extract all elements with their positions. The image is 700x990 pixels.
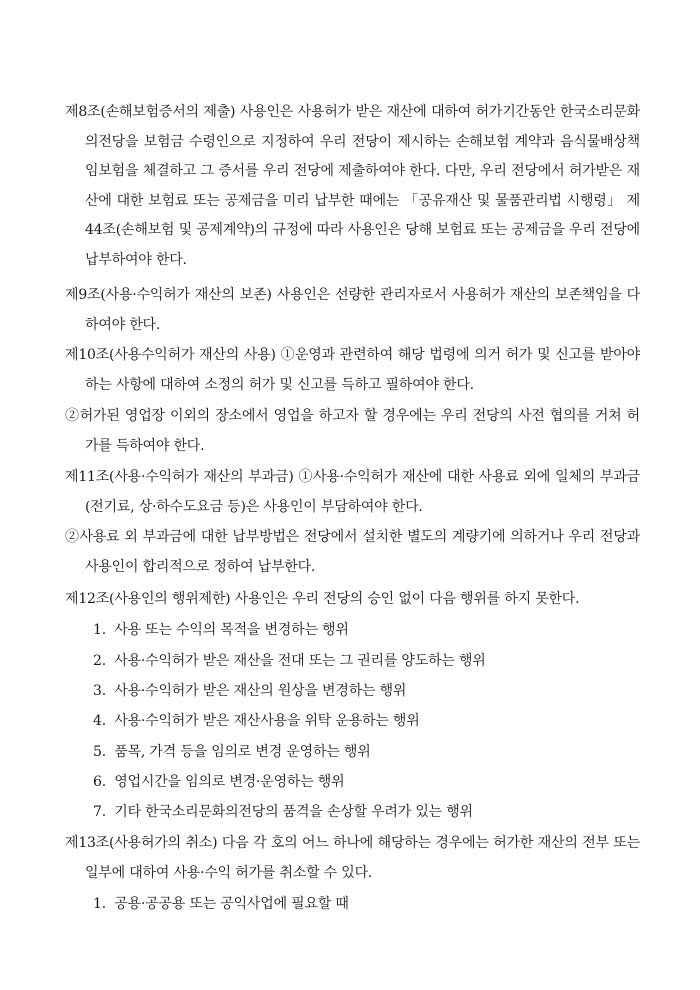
article-12-item <box>93 738 633 768</box>
article-12-item <box>93 798 633 828</box>
article-8: 제8조(손해보험증서의 제출) 사용인은 사용허가 받은 재산에 대하여 허가기간동안 한국소리문화의전당을 보험금 수령인으로 지정하여 우리 전당이 제시하는 손해보험 계약과 음식물배상책임보험을 체결하고 그 증서를 우리 전당에 제출하여야 한다. 다만, 우리 전당에서 허가받은 재산에 대한 보험료 또는 공제금을 미리 납부한 때에는 「공유재산 및 물품관리법 시행령」 제44조(손해보험 및 공제계약)의 규정에 따라 사용인은 당해 보험료 또는 공제금을 우리 전당에 납부하여야 한다. <box>65 104 640 268</box>
item-text: 품목, 가격 등을 임의로 변경 운영하는 행위 <box>114 744 371 760</box>
article-9: 제9조(사용·수익허가 재산의 보존) 사용인은 선량한 관리자로서 사용허가 재산의 보존책임을 다하여야 한다. <box>65 287 640 333</box>
item-text: 기타 한국소리문화의전당의 품격을 손상할 우려가 있는 행위 <box>114 804 473 820</box>
article-11-para-1: 제11조(사용·수익허가 재산의 부과금) ①사용·수익허가 재산에 대한 사용료 외에 일체의 부과금(전기료, 상·하수도요금 등)은 사용인이 부담하여야 한다. <box>65 469 640 515</box>
article-10-para-2: ②허가된 영업장 이외의 장소에서 영업을 하고자 할 경우에는 우리 전당의 사전 협의를 거쳐 허가를 득하여야 한다. <box>65 408 640 454</box>
item-number: 2. <box>93 653 106 669</box>
article-12-item <box>93 707 633 737</box>
article-13: 제13조(사용허가의 취소) 다음 각 호의 어느 하나에 해당하는 경우에는 허가한 재산의 전부 또는 일부에 대하여 사용·수익 허가를 취소할 수 있다. <box>65 835 640 881</box>
item-text: 사용·수익허가 받은 재산사용을 위탁 운용하는 행위 <box>114 713 420 729</box>
article-12-item <box>93 616 633 646</box>
article-12-item <box>93 768 633 798</box>
item-text: 공용·공공용 또는 공익사업에 필요할 때 <box>114 896 349 912</box>
article-10-para-1: 제10조(사용수익허가 재산의 사용) ①운영과 관련하여 해당 법령에 의거 허가 및 신고를 받아야 하는 사항에 대하여 소정의 허가 및 신고를 득하고 필하여야 한다. <box>65 347 640 393</box>
article-13-item <box>93 890 633 920</box>
item-number: 4. <box>93 713 106 729</box>
item-number: 6. <box>93 774 106 790</box>
item-number: 5. <box>93 744 106 760</box>
item-text: 사용 또는 수익의 목적을 변경하는 행위 <box>114 622 349 638</box>
article-11-para-2: ②사용료 외 부과금에 대한 납부방법은 전당에서 설치한 별도의 계량기에 의하거나 우리 전당과 사용인이 합리적으로 정하여 납부한다. <box>65 529 640 575</box>
item-number: 3. <box>93 683 106 699</box>
item-number: 7. <box>93 804 106 820</box>
item-text: 사용·수익허가 받은 재산을 전대 또는 그 권리를 양도하는 행위 <box>114 653 486 669</box>
article-12-item <box>93 647 633 677</box>
item-number: 1. <box>93 622 106 638</box>
item-text: 사용·수익허가 받은 재산의 원상을 변경하는 행위 <box>114 683 407 699</box>
item-number: 1. <box>93 896 106 912</box>
article-12: 제12조(사용인의 행위제한) 사용인은 우리 전당의 승인 없이 다음 행위를 하지 못한다. <box>65 591 580 607</box>
item-text: 영업시간을 임의로 변경·운영하는 행위 <box>114 774 345 790</box>
article-12-item <box>93 677 633 707</box>
